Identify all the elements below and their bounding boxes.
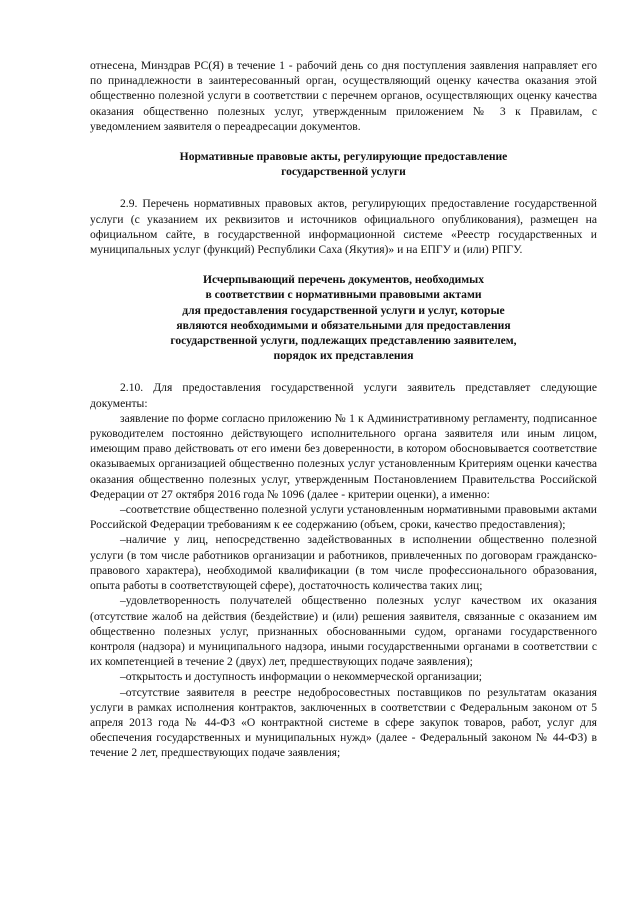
heading-line: в соответствии с нормативными правовыми актами bbox=[205, 288, 482, 302]
paragraph-application: заявление по форме согласно приложению № 1 к Административному регламенту, подписанное руководителем постоянно действующего исполнительного органа заявителя или иным лицом, имеющим право действовать от его имени без доверенности, в котором обосновывается соответствие оказываемых организацией общественно полезных услуг установленным Критериям оценки качества оказания общественно полезных услуг, утвержденным Постановлением Правительства Российской Федерации от 27 октября 2016 года № 1096 (далее - критерии оценки), а именно: bbox=[90, 411, 597, 501]
heading-line: являются необходимыми и обязательными для предоставления bbox=[176, 318, 511, 332]
section-heading-documents bbox=[90, 272, 597, 363]
heading-line: порядок их представления bbox=[273, 349, 414, 363]
heading-line: государственной услуги, подлежащих представлению заявителем, bbox=[170, 334, 517, 348]
list-item-qualification: –наличие у лиц, непосредственно задействованных в исполнении общественно полезной услуги (в том числе работников организации и работников, привлеченных по договорам гражданско-правового характера), необходимой квалификации (в том числе профессионального образования, опыта работы в соответствующей сфере), достаточность количества таких лиц; bbox=[90, 533, 597, 593]
heading-line: Нормативные правовые акты, регулирующие предоставление bbox=[179, 150, 508, 164]
heading-line: Исчерпывающий перечень документов, необходимых bbox=[202, 273, 485, 287]
paragraph-2-10: 2.10. Для предоставления государственной услуги заявитель представляет следующие документы: bbox=[90, 381, 597, 410]
section-heading-legal-acts bbox=[90, 149, 597, 179]
list-item-openness: –открытость и доступность информации о некоммерческой организации; bbox=[120, 670, 483, 684]
paragraph-2-9: 2.9. Перечень нормативных правовых актов, регулирующих предоставление государственной услуги (с указанием их реквизитов и источников официального опубликования), размещен на официальном сайте, в государственной информационной системе «Реестр государственных и муниципальных услуг (функций) Республики Саха (Якутия)» и на ЕПГУ и (или) РПГУ. bbox=[90, 197, 597, 257]
paragraph-continuation: отнесена, Минздрав РС(Я) в течение 1 - рабочий день со дня поступления заявления направляет его по принадлежности в заинтересованный орган, осуществляющий оценку качества оказания этой общественно полезной услуги в соответствии с перечнем органов, осуществляющих оценку качества оказания общественно полезных услуг, утвержденным приложением № 3 к Правилам, с уведомлением заявителя о переадресации документов. bbox=[90, 59, 597, 133]
document-page bbox=[90, 58, 597, 761]
heading-line: для предоставления государственной услуги и услуг, которые bbox=[182, 303, 505, 317]
heading-line: государственной услуги bbox=[281, 165, 406, 179]
list-item-compliance: –соответствие общественно полезной услуги установленным нормативными правовыми актами Российской Федерации требованиям к ее содержанию (объем, сроки, качество предоставления); bbox=[90, 503, 597, 532]
list-item-registry: –отсутствие заявителя в реестре недобросовестных поставщиков по результатам оказания услуги в рамках исполнения контрактов, заключенных в соответствии с Федеральным законом от 5 апреля 2013 года № 44-ФЗ «О контрактной системе в сфере закупок товаров, работ, услуг для обеспечения государственных и муниципальных нужд» (далее - Федеральный законом № 44-ФЗ) в течение 2 лет, предшествующих подаче заявления; bbox=[90, 685, 597, 760]
list-item-satisfaction: –удовлетворенность получателей общественно полезных услуг качеством их оказания (отсутствие жалоб на действия (бездействие) и (или) решения заявителя, связанные с оказанием им общественно полезных услуг, признанных обоснованными судом, органами государственного контроля (надзора) и муниципального надзора, иными государственными органами в соответствии с их компетенцией в течение 2 (двух) лет, предшествующих подаче заявления); bbox=[90, 594, 597, 669]
